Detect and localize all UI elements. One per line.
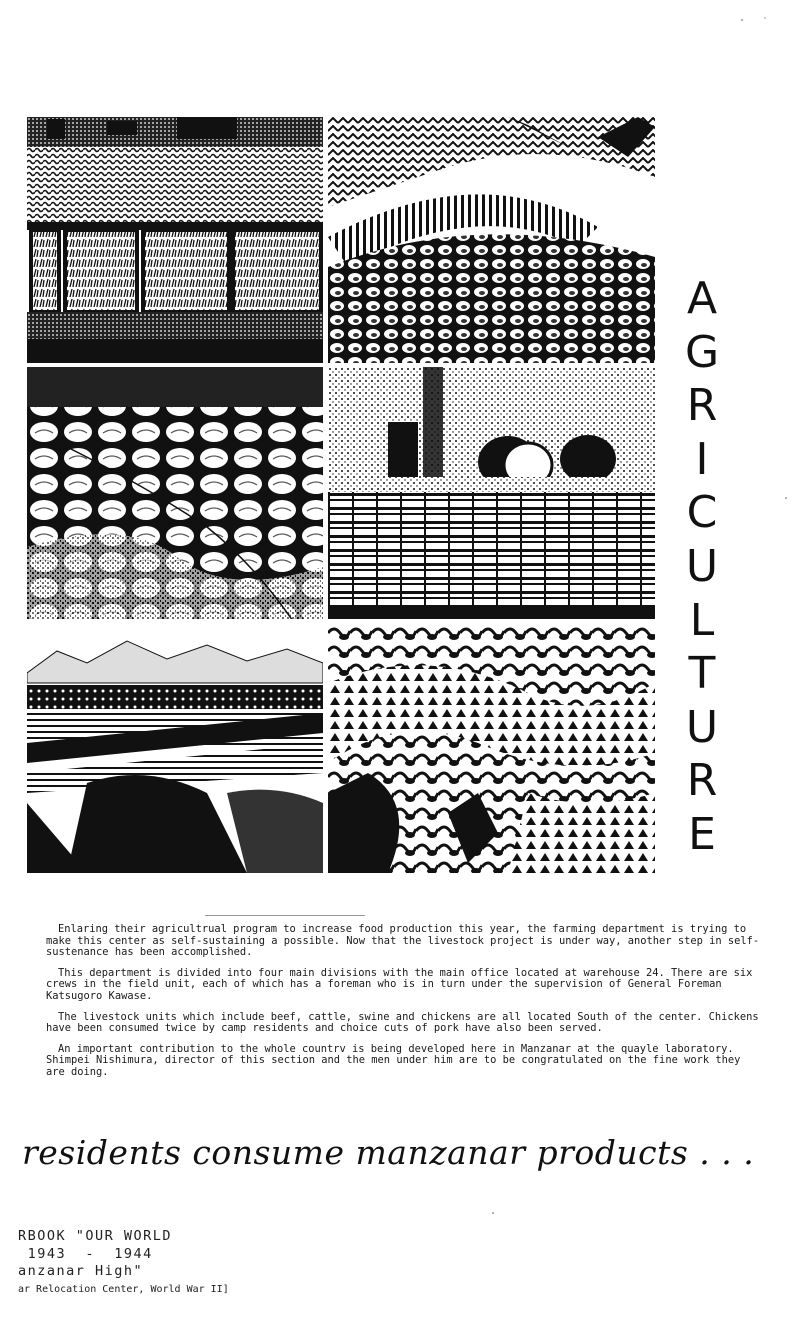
photo-pile-of-produce: [27, 367, 323, 619]
title-letter: E: [688, 808, 716, 860]
caption-line: ar Relocation Center, World War II]: [18, 1283, 229, 1295]
title-letter: R: [686, 380, 718, 432]
paragraph: [46, 968, 762, 1003]
title-letter: A: [686, 273, 718, 324]
caption-line: 1943 - 1944: [18, 1245, 153, 1262]
title-letter: U: [685, 540, 719, 592]
paragraph: [46, 1044, 762, 1079]
paragraph-text: An important contribution to the whole countrv is being developed here in Manzanar at the quayle laboratory. Shimpei Nishimura, director of this section and the men under him are to be congratulated on the fine work they are doing.: [46, 1042, 741, 1078]
title-letter: I: [695, 433, 709, 485]
photo-workers-with-crates: [328, 367, 655, 619]
photo-vine-crops: [328, 623, 655, 873]
paragraph-text: This department is divided into four main divisions with the main office located at warehouse 24. There are six crews in the field unit, each of which has a foreman who is in turn under the supervision of General Foreman Katsugoro Kawase.: [46, 966, 753, 1002]
vertical-title-agriculture: [676, 272, 728, 862]
title-letter: R: [686, 755, 718, 807]
title-letter: T: [688, 648, 716, 700]
source-caption: [18, 1228, 229, 1298]
photo-harvest-basket: [328, 117, 655, 363]
caption-line: anzanar High": [18, 1263, 144, 1279]
headline: residents consume manzanar products . . .: [22, 1133, 755, 1172]
photo-seedling-flats: [27, 117, 323, 363]
article-body: [46, 924, 762, 1088]
title-letter: G: [684, 326, 720, 378]
paragraph: [46, 924, 762, 959]
caption-line: RBOOK "OUR WORLD: [18, 1228, 173, 1244]
paragraph-text: The livestock units which include beef, cattle, swine and chickens are all located South of the center. Chickens have been consumed twice by camp residents and choice cuts of pork have also been served.: [46, 1010, 759, 1035]
paragraph-text: Enlaring their agricultrual program to increase food production this year, the farming department is trying to make this center as self-sustaining a possible. Now that the livestock project is under way, another step in self-sustenance has been accomplished.: [46, 923, 760, 959]
title-letter: L: [689, 594, 715, 646]
title-letter: C: [686, 487, 718, 539]
paragraph: [46, 1012, 762, 1035]
photo-fields-and-mountains: [27, 623, 323, 873]
title-letter: U: [685, 701, 719, 753]
